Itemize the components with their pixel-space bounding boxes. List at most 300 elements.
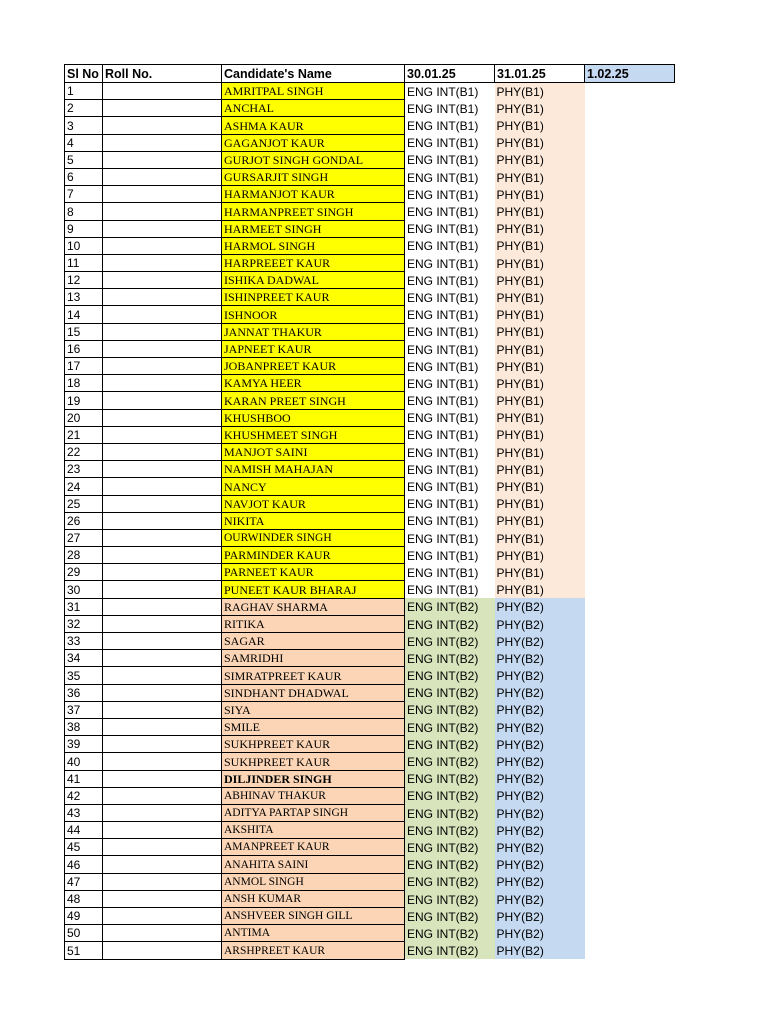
cell-sl-no[interactable]: 48 bbox=[65, 890, 103, 907]
cell-roll-no[interactable] bbox=[103, 547, 222, 564]
cell-date-3[interactable] bbox=[585, 478, 675, 495]
cell-date-1[interactable]: ENG INT(B1) bbox=[407, 290, 479, 305]
cell-date-3[interactable] bbox=[585, 787, 675, 804]
cell-sl-no[interactable]: 14 bbox=[65, 306, 103, 323]
cell-date-1[interactable]: ENG INT(B1) bbox=[407, 583, 479, 598]
cell-date-1[interactable]: ENG INT(B1) bbox=[407, 239, 479, 254]
cell-date-2[interactable]: PHY(B2) bbox=[495, 650, 585, 667]
cell-date-2[interactable]: PHY(B2) bbox=[495, 787, 585, 804]
cell-sl-no[interactable]: 51 bbox=[65, 942, 103, 959]
cell-date-2[interactable]: PHY(B2) bbox=[495, 873, 585, 890]
cell-candidate-name[interactable]: OURWINDER SINGH bbox=[222, 529, 405, 546]
cell-sl-no[interactable]: 31 bbox=[65, 598, 103, 615]
cell-date-2[interactable]: PHY(B1) bbox=[495, 443, 585, 460]
cell-date-1[interactable]: ENG INT(B2) bbox=[405, 822, 495, 839]
cell-date-2[interactable]: PHY(B1) bbox=[495, 306, 585, 323]
cell-date-1[interactable]: ENG INT(B1) bbox=[407, 342, 479, 357]
cell-date-3[interactable] bbox=[585, 409, 675, 426]
cell-sl-no[interactable]: 40 bbox=[65, 753, 103, 770]
cell-date-3[interactable] bbox=[585, 736, 675, 753]
cell-roll-no[interactable] bbox=[103, 443, 222, 460]
cell-date-1[interactable]: ENG INT(B1) bbox=[407, 136, 479, 151]
cell-sl-no[interactable]: 35 bbox=[65, 667, 103, 684]
cell-sl-no[interactable]: 2 bbox=[65, 100, 103, 117]
cell-roll-no[interactable] bbox=[103, 890, 222, 907]
cell-date-3[interactable] bbox=[585, 323, 675, 340]
cell-date-1[interactable]: ENG INT(B1) bbox=[407, 359, 479, 374]
cell-date-3[interactable] bbox=[585, 495, 675, 512]
cell-date-1[interactable]: ENG INT(B1) bbox=[407, 480, 479, 494]
cell-date-1[interactable]: ENG INT(B2) bbox=[405, 650, 495, 667]
cell-date-3[interactable] bbox=[585, 186, 675, 203]
cell-candidate-name[interactable]: AKSHITA bbox=[222, 822, 405, 839]
cell-date-3[interactable] bbox=[585, 650, 675, 667]
cell-sl-no[interactable]: 44 bbox=[65, 822, 103, 839]
cell-date-2[interactable]: PHY(B1) bbox=[495, 375, 585, 392]
cell-date-1[interactable]: ENG INT(B2) bbox=[405, 718, 495, 735]
cell-date-2[interactable]: PHY(B2) bbox=[495, 684, 585, 701]
cell-date-3[interactable] bbox=[585, 306, 675, 323]
cell-date-3[interactable] bbox=[585, 822, 675, 839]
cell-candidate-name[interactable]: ANAHITA SAINI bbox=[222, 856, 405, 873]
cell-date-1[interactable]: ENG INT(B2) bbox=[405, 873, 495, 890]
cell-date-2[interactable]: PHY(B2) bbox=[495, 890, 585, 907]
cell-roll-no[interactable] bbox=[103, 839, 222, 856]
cell-roll-no[interactable] bbox=[103, 340, 222, 357]
cell-date-1[interactable]: ENG INT(B1) bbox=[407, 514, 479, 529]
cell-date-2[interactable]: PHY(B1) bbox=[495, 461, 585, 478]
cell-candidate-name[interactable]: SIMRATPREET KAUR bbox=[222, 667, 405, 684]
cell-date-2[interactable]: PHY(B1) bbox=[495, 272, 585, 289]
cell-date-2[interactable]: PHY(B2) bbox=[495, 804, 585, 821]
cell-roll-no[interactable] bbox=[103, 908, 222, 925]
cell-date-2[interactable]: PHY(B1) bbox=[495, 547, 585, 564]
cell-sl-no[interactable]: 11 bbox=[65, 254, 103, 271]
cell-sl-no[interactable]: 13 bbox=[65, 289, 103, 306]
cell-date-3[interactable] bbox=[585, 684, 675, 701]
cell-date-2[interactable]: PHY(B1) bbox=[495, 100, 585, 117]
cell-date-3[interactable] bbox=[585, 203, 675, 220]
cell-candidate-name[interactable]: SAGAR bbox=[222, 633, 405, 650]
cell-candidate-name[interactable]: SUKHPREET KAUR bbox=[222, 736, 405, 753]
cell-sl-no[interactable]: 32 bbox=[65, 615, 103, 632]
cell-date-1[interactable]: ENG INT(B2) bbox=[405, 615, 495, 632]
cell-sl-no[interactable]: 18 bbox=[65, 375, 103, 392]
cell-date-2[interactable]: PHY(B1) bbox=[495, 289, 585, 306]
cell-date-2[interactable]: PHY(B2) bbox=[495, 736, 585, 753]
header-date-1[interactable]: 30.01.25 bbox=[405, 65, 495, 83]
cell-candidate-name[interactable]: HARPREEET KAUR bbox=[222, 254, 405, 271]
cell-sl-no[interactable]: 21 bbox=[65, 426, 103, 443]
cell-date-3[interactable] bbox=[585, 375, 675, 392]
cell-date-1[interactable]: ENG INT(B1) bbox=[407, 428, 479, 443]
cell-date-3[interactable] bbox=[585, 856, 675, 873]
cell-candidate-name[interactable]: NAVJOT KAUR bbox=[222, 495, 405, 512]
cell-date-1[interactable]: ENG INT(B1) bbox=[407, 153, 479, 168]
cell-date-2[interactable]: PHY(B1) bbox=[495, 392, 585, 409]
cell-date-1[interactable]: ENG INT(B1) bbox=[407, 394, 479, 409]
cell-date-3[interactable] bbox=[585, 581, 675, 598]
cell-date-1[interactable]: ENG INT(B1) bbox=[407, 462, 479, 477]
cell-date-1[interactable]: ENG INT(B2) bbox=[405, 770, 495, 787]
cell-sl-no[interactable]: 6 bbox=[65, 168, 103, 185]
cell-date-2[interactable]: PHY(B2) bbox=[495, 839, 585, 856]
cell-sl-no[interactable]: 43 bbox=[65, 804, 103, 821]
cell-date-2[interactable]: PHY(B1) bbox=[495, 168, 585, 185]
cell-date-1[interactable]: ENG INT(B1) bbox=[407, 84, 479, 99]
cell-roll-no[interactable] bbox=[103, 134, 222, 151]
cell-date-1[interactable]: ENG INT(B2) bbox=[405, 787, 495, 804]
cell-date-1[interactable]: ENG INT(B2) bbox=[405, 633, 495, 650]
cell-date-3[interactable] bbox=[585, 753, 675, 770]
cell-sl-no[interactable]: 16 bbox=[65, 340, 103, 357]
cell-candidate-name[interactable]: ISHINPREET KAUR bbox=[222, 289, 405, 306]
cell-date-3[interactable] bbox=[585, 340, 675, 357]
cell-sl-no[interactable]: 5 bbox=[65, 151, 103, 168]
cell-roll-no[interactable] bbox=[103, 168, 222, 185]
cell-candidate-name[interactable]: ISHNOOR bbox=[222, 306, 405, 323]
cell-date-1[interactable]: ENG INT(B1) bbox=[407, 101, 479, 116]
cell-sl-no[interactable]: 27 bbox=[65, 529, 103, 546]
cell-candidate-name[interactable]: AMRITPAL SINGH bbox=[222, 83, 405, 100]
cell-sl-no[interactable]: 30 bbox=[65, 581, 103, 598]
cell-roll-no[interactable] bbox=[103, 323, 222, 340]
cell-roll-no[interactable] bbox=[103, 873, 222, 890]
cell-date-3[interactable] bbox=[585, 873, 675, 890]
cell-date-3[interactable] bbox=[585, 547, 675, 564]
cell-sl-no[interactable]: 38 bbox=[65, 718, 103, 735]
cell-date-3[interactable] bbox=[585, 564, 675, 581]
cell-roll-no[interactable] bbox=[103, 529, 222, 546]
cell-sl-no[interactable]: 26 bbox=[65, 512, 103, 529]
header-roll-no[interactable]: Roll No. bbox=[103, 65, 222, 83]
cell-sl-no[interactable]: 24 bbox=[65, 478, 103, 495]
cell-date-3[interactable] bbox=[585, 529, 675, 546]
cell-date-3[interactable] bbox=[585, 925, 675, 942]
cell-roll-no[interactable] bbox=[103, 203, 222, 220]
cell-roll-no[interactable] bbox=[103, 289, 222, 306]
cell-roll-no[interactable] bbox=[103, 581, 222, 598]
cell-date-2[interactable]: PHY(B1) bbox=[495, 117, 585, 134]
cell-date-2[interactable]: PHY(B1) bbox=[495, 358, 585, 375]
cell-date-1[interactable]: ENG INT(B1) bbox=[407, 445, 479, 460]
cell-roll-no[interactable] bbox=[103, 633, 222, 650]
cell-roll-no[interactable] bbox=[103, 856, 222, 873]
cell-date-2[interactable]: PHY(B1) bbox=[495, 478, 585, 495]
cell-candidate-name[interactable]: NANCY bbox=[222, 478, 405, 495]
cell-roll-no[interactable] bbox=[103, 925, 222, 942]
cell-date-2[interactable]: PHY(B2) bbox=[495, 633, 585, 650]
cell-sl-no[interactable]: 50 bbox=[65, 925, 103, 942]
cell-sl-no[interactable]: 4 bbox=[65, 134, 103, 151]
cell-roll-no[interactable] bbox=[103, 718, 222, 735]
cell-date-1[interactable]: ENG INT(B2) bbox=[405, 942, 495, 959]
cell-roll-no[interactable] bbox=[103, 151, 222, 168]
cell-date-1[interactable]: ENG INT(B2) bbox=[405, 856, 495, 873]
cell-candidate-name[interactable]: ASHMA KAUR bbox=[222, 117, 405, 134]
cell-roll-no[interactable] bbox=[103, 822, 222, 839]
cell-roll-no[interactable] bbox=[103, 787, 222, 804]
cell-sl-no[interactable]: 34 bbox=[65, 650, 103, 667]
cell-date-1[interactable]: ENG INT(B2) bbox=[405, 890, 495, 907]
cell-date-1[interactable]: ENG INT(B2) bbox=[405, 804, 495, 821]
cell-roll-no[interactable] bbox=[103, 220, 222, 237]
cell-candidate-name[interactable]: ANSHVEER SINGH GILL bbox=[222, 908, 405, 925]
cell-roll-no[interactable] bbox=[103, 409, 222, 426]
cell-candidate-name[interactable]: SMILE bbox=[222, 718, 405, 735]
cell-date-2[interactable]: PHY(B1) bbox=[495, 220, 585, 237]
cell-roll-no[interactable] bbox=[103, 117, 222, 134]
cell-date-2[interactable]: PHY(B1) bbox=[495, 512, 585, 529]
cell-sl-no[interactable]: 42 bbox=[65, 787, 103, 804]
header-date-2[interactable]: 31.01.25 bbox=[495, 65, 585, 83]
cell-candidate-name[interactable]: MANJOT SAINI bbox=[222, 443, 405, 460]
cell-date-1[interactable]: ENG INT(B2) bbox=[405, 753, 495, 770]
cell-roll-no[interactable] bbox=[103, 770, 222, 787]
cell-sl-no[interactable]: 9 bbox=[65, 220, 103, 237]
cell-date-2[interactable]: PHY(B2) bbox=[495, 925, 585, 942]
cell-sl-no[interactable]: 10 bbox=[65, 237, 103, 254]
cell-candidate-name[interactable]: SIYA bbox=[222, 701, 405, 718]
cell-candidate-name[interactable]: ARSHPREET KAUR bbox=[222, 942, 405, 959]
cell-date-1[interactable]: ENG INT(B1) bbox=[407, 170, 479, 185]
cell-roll-no[interactable] bbox=[103, 512, 222, 529]
cell-sl-no[interactable]: 33 bbox=[65, 633, 103, 650]
cell-candidate-name[interactable]: JOBANPREET KAUR bbox=[222, 358, 405, 375]
cell-sl-no[interactable]: 28 bbox=[65, 547, 103, 564]
cell-sl-no[interactable]: 41 bbox=[65, 770, 103, 787]
cell-date-3[interactable] bbox=[585, 667, 675, 684]
cell-candidate-name[interactable]: SAMRIDHI bbox=[222, 650, 405, 667]
cell-date-2[interactable]: PHY(B2) bbox=[495, 718, 585, 735]
cell-date-1[interactable]: ENG INT(B1) bbox=[407, 497, 479, 512]
cell-candidate-name[interactable]: GURSARJIT SINGH bbox=[222, 168, 405, 185]
cell-date-3[interactable] bbox=[585, 220, 675, 237]
cell-candidate-name[interactable]: NAMISH MAHAJAN bbox=[222, 461, 405, 478]
cell-roll-no[interactable] bbox=[103, 272, 222, 289]
cell-date-3[interactable] bbox=[585, 770, 675, 787]
header-candidate-name[interactable]: Candidate's Name bbox=[222, 65, 405, 83]
cell-candidate-name[interactable]: KHUSHMEET SINGH bbox=[222, 426, 405, 443]
cell-date-1[interactable]: ENG INT(B1) bbox=[407, 325, 479, 340]
cell-date-1[interactable]: ENG INT(B2) bbox=[405, 598, 495, 615]
cell-candidate-name[interactable]: AMANPREET KAUR bbox=[222, 839, 405, 856]
cell-date-2[interactable]: PHY(B1) bbox=[495, 340, 585, 357]
cell-roll-no[interactable] bbox=[103, 753, 222, 770]
cell-candidate-name[interactable]: SINDHANT DHADWAL bbox=[222, 684, 405, 701]
cell-date-3[interactable] bbox=[585, 272, 675, 289]
cell-date-3[interactable] bbox=[585, 83, 675, 100]
cell-date-2[interactable]: PHY(B2) bbox=[495, 856, 585, 873]
cell-roll-no[interactable] bbox=[103, 942, 222, 959]
cell-date-3[interactable] bbox=[585, 426, 675, 443]
cell-roll-no[interactable] bbox=[103, 701, 222, 718]
cell-date-3[interactable] bbox=[585, 512, 675, 529]
cell-date-1[interactable]: ENG INT(B2) bbox=[405, 925, 495, 942]
cell-date-2[interactable]: PHY(B1) bbox=[495, 186, 585, 203]
cell-date-3[interactable] bbox=[585, 151, 675, 168]
cell-date-1[interactable]: ENG INT(B2) bbox=[405, 667, 495, 684]
cell-date-2[interactable]: PHY(B1) bbox=[495, 83, 585, 100]
cell-candidate-name[interactable]: HARMANPREET SINGH bbox=[222, 203, 405, 220]
cell-date-2[interactable]: PHY(B1) bbox=[495, 203, 585, 220]
cell-roll-no[interactable] bbox=[103, 684, 222, 701]
cell-roll-no[interactable] bbox=[103, 650, 222, 667]
cell-date-1[interactable]: ENG INT(B2) bbox=[405, 908, 495, 925]
cell-date-2[interactable]: PHY(B1) bbox=[495, 409, 585, 426]
cell-date-2[interactable]: PHY(B1) bbox=[495, 134, 585, 151]
cell-date-1[interactable]: ENG INT(B1) bbox=[407, 565, 479, 580]
cell-candidate-name[interactable]: ANTIMA bbox=[222, 925, 405, 942]
cell-date-1[interactable]: ENG INT(B2) bbox=[405, 839, 495, 856]
cell-date-3[interactable] bbox=[585, 358, 675, 375]
cell-sl-no[interactable]: 20 bbox=[65, 409, 103, 426]
cell-candidate-name[interactable]: SUKHPREET KAUR bbox=[222, 753, 405, 770]
cell-date-1[interactable]: ENG INT(B1) bbox=[407, 376, 479, 391]
cell-date-2[interactable]: PHY(B2) bbox=[495, 667, 585, 684]
cell-date-2[interactable]: PHY(B2) bbox=[495, 942, 585, 959]
cell-roll-no[interactable] bbox=[103, 461, 222, 478]
cell-date-1[interactable]: ENG INT(B2) bbox=[405, 736, 495, 753]
cell-date-3[interactable] bbox=[585, 289, 675, 306]
cell-roll-no[interactable] bbox=[103, 306, 222, 323]
cell-date-2[interactable]: PHY(B2) bbox=[495, 753, 585, 770]
cell-sl-no[interactable]: 29 bbox=[65, 564, 103, 581]
cell-date-3[interactable] bbox=[585, 392, 675, 409]
cell-candidate-name[interactable]: JAPNEET KAUR bbox=[222, 340, 405, 357]
cell-sl-no[interactable]: 8 bbox=[65, 203, 103, 220]
cell-candidate-name[interactable]: HARMOL SINGH bbox=[222, 237, 405, 254]
cell-date-2[interactable]: PHY(B1) bbox=[495, 254, 585, 271]
cell-sl-no[interactable]: 3 bbox=[65, 117, 103, 134]
cell-sl-no[interactable]: 49 bbox=[65, 908, 103, 925]
cell-roll-no[interactable] bbox=[103, 100, 222, 117]
cell-candidate-name[interactable]: PUNEET KAUR BHARAJ bbox=[222, 581, 405, 598]
cell-date-3[interactable] bbox=[585, 890, 675, 907]
cell-candidate-name[interactable]: ANCHAL bbox=[222, 100, 405, 117]
cell-roll-no[interactable] bbox=[103, 615, 222, 632]
cell-date-2[interactable]: PHY(B2) bbox=[495, 822, 585, 839]
cell-candidate-name[interactable]: GAGANJOT KAUR bbox=[222, 134, 405, 151]
cell-date-1[interactable]: ENG INT(B1) bbox=[407, 256, 479, 271]
cell-candidate-name[interactable]: ABHINAV THAKUR bbox=[222, 787, 405, 804]
cell-candidate-name[interactable]: NIKITA bbox=[222, 512, 405, 529]
cell-roll-no[interactable] bbox=[103, 495, 222, 512]
cell-roll-no[interactable] bbox=[103, 254, 222, 271]
cell-sl-no[interactable]: 17 bbox=[65, 358, 103, 375]
cell-date-1[interactable]: ENG INT(B1) bbox=[407, 308, 479, 323]
cell-date-2[interactable]: PHY(B1) bbox=[495, 426, 585, 443]
cell-candidate-name[interactable]: ANMOL SINGH bbox=[222, 873, 405, 890]
cell-candidate-name[interactable]: ISHIKA DADWAL bbox=[222, 272, 405, 289]
cell-roll-no[interactable] bbox=[103, 392, 222, 409]
header-sl-no[interactable]: Sl No bbox=[65, 65, 103, 83]
cell-sl-no[interactable]: 12 bbox=[65, 272, 103, 289]
cell-roll-no[interactable] bbox=[103, 598, 222, 615]
cell-candidate-name[interactable]: HARMANJOT KAUR bbox=[222, 186, 405, 203]
cell-roll-no[interactable] bbox=[103, 358, 222, 375]
cell-sl-no[interactable]: 7 bbox=[65, 186, 103, 203]
cell-date-3[interactable] bbox=[585, 117, 675, 134]
cell-date-3[interactable] bbox=[585, 701, 675, 718]
cell-roll-no[interactable] bbox=[103, 426, 222, 443]
cell-date-1[interactable]: ENG INT(B1) bbox=[407, 187, 479, 202]
header-date-3[interactable]: 1.02.25 bbox=[585, 65, 675, 83]
cell-date-2[interactable]: PHY(B2) bbox=[495, 598, 585, 615]
cell-roll-no[interactable] bbox=[103, 237, 222, 254]
cell-roll-no[interactable] bbox=[103, 736, 222, 753]
cell-date-1[interactable]: ENG INT(B2) bbox=[405, 684, 495, 701]
cell-roll-no[interactable] bbox=[103, 667, 222, 684]
cell-date-2[interactable]: PHY(B1) bbox=[495, 581, 585, 598]
cell-sl-no[interactable]: 22 bbox=[65, 443, 103, 460]
cell-date-1[interactable]: ENG INT(B1) bbox=[407, 411, 479, 426]
cell-date-3[interactable] bbox=[585, 598, 675, 615]
cell-date-3[interactable] bbox=[585, 168, 675, 185]
cell-candidate-name[interactable]: DILJINDER SINGH bbox=[222, 770, 405, 787]
cell-sl-no[interactable]: 46 bbox=[65, 856, 103, 873]
cell-candidate-name[interactable]: RAGHAV SHARMA bbox=[222, 598, 405, 615]
cell-date-2[interactable]: PHY(B2) bbox=[495, 615, 585, 632]
cell-date-3[interactable] bbox=[585, 461, 675, 478]
cell-roll-no[interactable] bbox=[103, 186, 222, 203]
cell-sl-no[interactable]: 25 bbox=[65, 495, 103, 512]
cell-date-1[interactable]: ENG INT(B1) bbox=[407, 273, 479, 288]
cell-date-3[interactable] bbox=[585, 908, 675, 925]
cell-date-1[interactable]: ENG INT(B1) bbox=[407, 548, 479, 563]
cell-roll-no[interactable] bbox=[103, 804, 222, 821]
cell-date-3[interactable] bbox=[585, 718, 675, 735]
cell-candidate-name[interactable]: ADITYA PARTAP SINGH bbox=[222, 804, 405, 821]
cell-date-3[interactable] bbox=[585, 237, 675, 254]
cell-sl-no[interactable]: 39 bbox=[65, 736, 103, 753]
cell-candidate-name[interactable]: PARNEET KAUR bbox=[222, 564, 405, 581]
cell-candidate-name[interactable]: RITIKA bbox=[222, 615, 405, 632]
cell-date-3[interactable] bbox=[585, 100, 675, 117]
cell-date-2[interactable]: PHY(B1) bbox=[495, 564, 585, 581]
cell-date-1[interactable]: ENG INT(B1) bbox=[407, 205, 479, 219]
cell-roll-no[interactable] bbox=[103, 375, 222, 392]
cell-sl-no[interactable]: 19 bbox=[65, 392, 103, 409]
cell-candidate-name[interactable]: PARMINDER KAUR bbox=[222, 547, 405, 564]
cell-date-2[interactable]: PHY(B1) bbox=[495, 237, 585, 254]
cell-sl-no[interactable]: 47 bbox=[65, 873, 103, 890]
cell-sl-no[interactable]: 15 bbox=[65, 323, 103, 340]
cell-sl-no[interactable]: 45 bbox=[65, 839, 103, 856]
cell-date-2[interactable]: PHY(B1) bbox=[495, 151, 585, 168]
cell-date-1[interactable]: ENG INT(B1) bbox=[407, 222, 479, 237]
cell-date-3[interactable] bbox=[585, 633, 675, 650]
cell-candidate-name[interactable]: KARAN PREET SINGH bbox=[222, 392, 405, 409]
cell-date-2[interactable]: PHY(B1) bbox=[495, 323, 585, 340]
cell-sl-no[interactable]: 1 bbox=[65, 83, 103, 100]
cell-candidate-name[interactable]: KAMYA HEER bbox=[222, 375, 405, 392]
cell-sl-no[interactable]: 36 bbox=[65, 684, 103, 701]
cell-date-2[interactable]: PHY(B2) bbox=[495, 701, 585, 718]
cell-candidate-name[interactable]: KHUSHBOO bbox=[222, 409, 405, 426]
cell-date-3[interactable] bbox=[585, 839, 675, 856]
cell-candidate-name[interactable]: ANSH KUMAR bbox=[222, 890, 405, 907]
cell-date-2[interactable]: PHY(B1) bbox=[495, 495, 585, 512]
cell-candidate-name[interactable]: GURJOT SINGH GONDAL bbox=[222, 151, 405, 168]
cell-roll-no[interactable] bbox=[103, 564, 222, 581]
cell-date-3[interactable] bbox=[585, 804, 675, 821]
cell-roll-no[interactable] bbox=[103, 478, 222, 495]
cell-date-2[interactable]: PHY(B2) bbox=[495, 908, 585, 925]
cell-date-1[interactable]: ENG INT(B2) bbox=[405, 701, 495, 718]
cell-candidate-name[interactable]: JANNAT THAKUR bbox=[222, 323, 405, 340]
cell-roll-no[interactable] bbox=[103, 83, 222, 100]
